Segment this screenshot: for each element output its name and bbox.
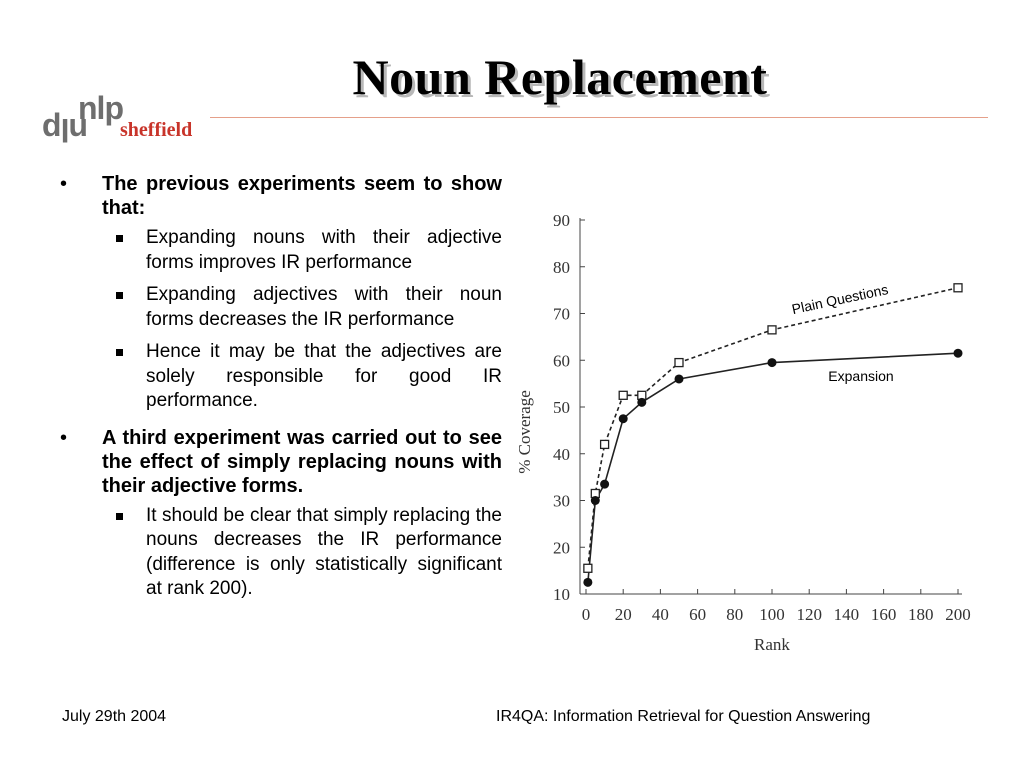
- slide-title: Noun Replacement: [352, 49, 768, 105]
- x-tick-label: 100: [759, 605, 785, 624]
- data-point-expansion: [954, 349, 963, 358]
- sub-bullet-2-1-text: It should be clear that simply replacing the nouns decreases the IR performance (difference is only statistically significant at rank 200).: [146, 504, 502, 599]
- x-tick-label: 40: [651, 605, 669, 624]
- y-tick-label: 60: [553, 351, 570, 371]
- x-tick-label: 20: [614, 605, 632, 624]
- title-rule: [210, 117, 988, 118]
- data-point-expansion: [583, 578, 592, 587]
- x-axis-title: Rank: [754, 635, 790, 654]
- y-tick-label: 40: [553, 444, 570, 464]
- bullet-symbol: •: [60, 426, 68, 449]
- x-tick-label: 140: [833, 605, 860, 624]
- sub-bullet-1-3: [60, 340, 502, 414]
- data-point-expansion: [768, 358, 777, 367]
- sub-bullet-2-1: [60, 504, 502, 602]
- square-bullet-icon: [116, 349, 123, 356]
- data-point-expansion: [637, 398, 646, 407]
- square-bullet-icon: [116, 235, 123, 242]
- y-tick-label: 50: [553, 398, 570, 417]
- bullet-1-text: The previous experiments seem to show that:: [102, 173, 502, 219]
- x-tick-label: 160: [870, 605, 897, 624]
- data-point-plain-questions: [601, 440, 609, 448]
- y-tick-label: 30: [553, 491, 570, 511]
- data-point-expansion: [600, 480, 609, 489]
- sub-bullet-1-2: [60, 283, 502, 332]
- x-tick-label: 180: [908, 605, 934, 624]
- footer-date: July 29th 2004: [62, 708, 167, 725]
- data-point-expansion: [675, 374, 684, 383]
- y-tick-label: 90: [553, 211, 570, 230]
- x-tick-label: 200: [945, 605, 971, 624]
- data-point-plain-questions: [619, 391, 627, 399]
- bullet-2: [60, 426, 502, 498]
- sub-bullet-1-1: [60, 226, 502, 275]
- series-line-expansion: [588, 353, 958, 582]
- square-bullet-icon: [116, 513, 123, 520]
- y-axis-title: % Coverage: [515, 390, 534, 474]
- data-point-expansion: [591, 496, 600, 505]
- footer-course-title: IR4QA: Information Retrieval for Question Answering: [496, 708, 871, 725]
- sub-bullet-1-2-text: Expanding adjectives with their noun forms decreases the IR performance: [146, 284, 502, 330]
- logo-nlp-mirror-text: nlp: [43, 112, 88, 148]
- nlp-sheffield-logo: [40, 90, 220, 150]
- y-tick-label: 80: [553, 257, 570, 277]
- coverage-chart: [500, 200, 990, 660]
- data-point-expansion: [619, 414, 628, 423]
- bullet-symbol: •: [60, 173, 68, 195]
- chart-axes: [553, 211, 971, 624]
- x-tick-label: 0: [581, 605, 591, 624]
- data-point-plain-questions: [584, 564, 592, 572]
- y-tick-label: 10: [553, 585, 570, 604]
- square-bullet-icon: [116, 292, 123, 299]
- series-label-plain-questions: Plain Questions: [790, 281, 890, 318]
- chart-series: [583, 284, 962, 587]
- data-point-plain-questions: [675, 359, 683, 367]
- bullet-list: [60, 172, 502, 602]
- series-label-expansion: Expansion: [828, 368, 894, 384]
- coverage-chart-svg: [500, 200, 990, 660]
- sub-bullet-1-1-text: Expanding nouns with their adjective forms improves IR performance: [146, 227, 502, 273]
- bullet-2-text: A third experiment was carried out to see the effect of simply replacing nouns with their adjective forms.: [102, 426, 502, 497]
- x-tick-label: 60: [689, 605, 707, 624]
- data-point-plain-questions: [768, 326, 776, 334]
- data-point-plain-questions: [954, 284, 962, 292]
- sub-bullet-1-3-text: Hence it may be that the adjectives are solely responsible for good IR performance.: [146, 341, 502, 411]
- x-tick-label: 80: [726, 605, 744, 624]
- bullet-1: [60, 172, 502, 220]
- y-tick-label: 20: [553, 538, 570, 558]
- x-tick-label: 120: [796, 605, 822, 624]
- logo-sheffield-text: sheffield: [120, 119, 193, 141]
- y-tick-label: 70: [553, 304, 570, 324]
- logo-nlp-text: nlp: [78, 90, 123, 126]
